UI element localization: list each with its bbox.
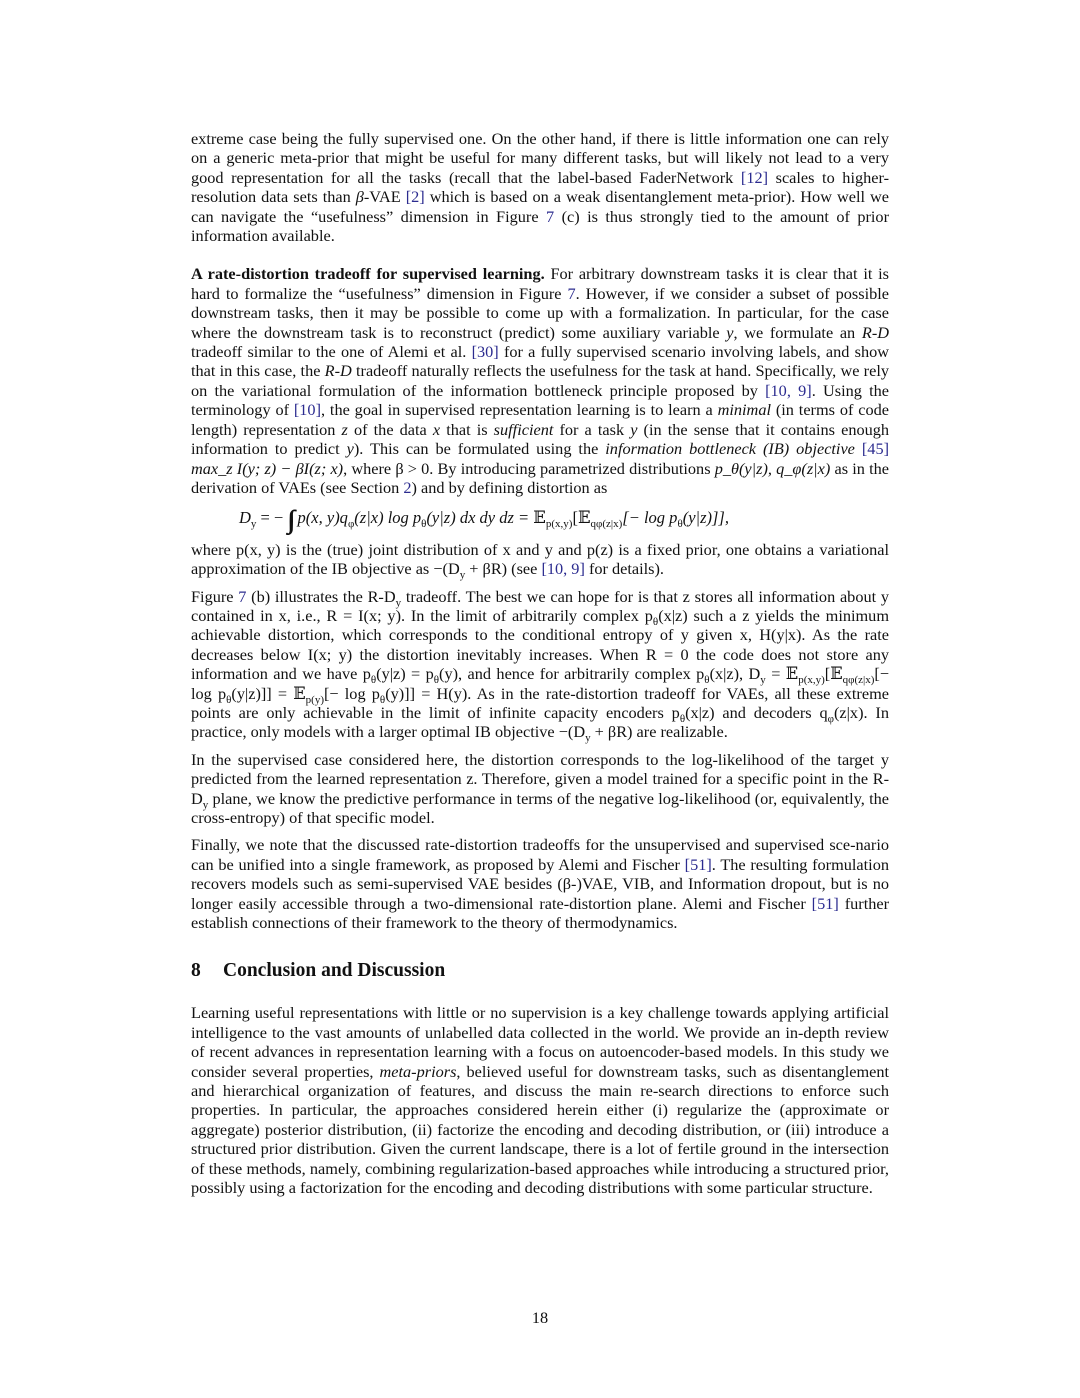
section-2-link[interactable]: 2 xyxy=(403,477,412,497)
section-title: Conclusion and Discussion xyxy=(223,960,446,982)
paper-page-body xyxy=(191,129,889,1198)
citation-10-9[interactable]: [10, 9] xyxy=(765,380,812,400)
paragraph-unified-framework: Finally, we note that the discussed rate-distortion tradeoffs for the unsupervised and supervised sce-nario can be unified into a single framework, as proposed by Alemi and Fischer [51]. The resulting formulation recovers models such as semi-supervised VAE besides (β-)VAE, VIB, and Information dropout, but is no longer easily accessible through a two-dimensional rate-distortion plane. Alemi and Fischer [51] further establish connections of their framework to the theory of thermodynamics. xyxy=(191,835,890,933)
section-heading-conclusion xyxy=(191,959,889,983)
paragraph-conclusion: Learning useful representations with little or no supervision is a key challenge towards applying artificial intelligence to the vast amounts of unlabelled data collected in the world. We provide an in-depth review of recent advances in representation learning with a focus on autoencoder-based models. In this study we consider several properties, meta-priors, believed useful for downstream tasks, such as disentanglement and hierarchical organization of features, and discuss the main re-search directions to enforce such properties. In particular, the approaches considered herein either (i) regularize the (approximate or aggregate) posterior distribution, (ii) factorize the encoding and decoding distribution, or (iii) introduce a structured prior distribution. Given the current landscape, there is a lot of fertile ground in the intersection of these methods, namely, combining regularization-based approaches while introducing a structured prior, possibly using a factorization for the encoding and decoding distributions with some particular structure. xyxy=(191,1003,889,1198)
citation-2[interactable]: [2] xyxy=(405,187,425,207)
citation-51[interactable]: [51] xyxy=(684,854,712,874)
paragraph-rate-distortion-supervised: A rate-distortion tradeoff for supervised learning. For arbitrary downstream tasks it is clear that it is hard to formalize the “usefulness” dimension in Figure 7. However, if we consider a subset of possible downstream tasks, then it may be possible to come up with a formalization. In particular, for the case where the downstream task is to reconstruct (predict) some auxiliary variable y, we formulate an R-D tradeoff similar to the one of Alemi et al. [30] for a fully supervised scenario involving labels, and show that in this case, the R-D tradeoff naturally reflects the usefulness for the task at hand. Specifically, we rely on the variational formulation of the information bottleneck principle proposed by [10, 9]. Using the terminology of [10], the goal in supervised representation learning is to learn a minimal (in terms of code length) representation z of the data x that is sufficient for a task y (in the sense that it contains enough information to predict y). This can be formulated using the information bottleneck (IB) objective [45] max_z I(y; z) − βI(z; x), where β > 0. By introducing parametrized distributions p_θ(y|z), q_φ(z|x) as in the derivation of VAEs (see Section 2) and by defining distortion as xyxy=(191,264,890,497)
citation-51[interactable]: [51] xyxy=(811,893,839,913)
citation-30[interactable]: [30] xyxy=(471,342,499,362)
citation-12[interactable]: [12] xyxy=(740,167,769,187)
section-number: 8 xyxy=(191,960,201,982)
paragraph-rdy-tradeoff: Figure 7 (b) illustrates the $R-D_y$ tradeoff. The best we can hope for is that z stores all information about y contained in x, i.e., R = I(x; y). In the limit of arbitrarily complex $p_\theta(x|z)$ such a z yields the minimum achievable distortion, which corresponds to the conditional entropy of y given x, H(y|x). As the rate decreases below I(x; y) the distortion inevitably increases. When R = 0 the code does not store any information and we have $p_\theta(y|z) = p_\theta(y)$, and hence for arbitrarily complex $p_\theta(x|z)$, $D_y$ = 𝔼$_{p(x,y)}$[𝔼$_{q\varphi(z|x)}$[− $\log p_\theta(y|z)$]] = 𝔼$_{p(y)}$[− $\log p_\theta(y)]] = H(y)$. As in the rate-distortion tradeoff for VAEs, all these extreme points are only achievable in the limit of infinite capacity encoders $p_\theta(x|z)$ and decoders $q_\varphi(z|x)$. In practice, only models with a larger optimal IB objective $-(D_y + \beta R)$ are realizable. xyxy=(191,586,890,745)
citation-45[interactable]: [45] xyxy=(861,439,890,459)
citation-10[interactable]: [10] xyxy=(293,400,321,420)
figure-7-link[interactable]: 7 xyxy=(546,206,555,226)
double-integral-symbol: ∫∫ xyxy=(287,505,290,535)
page-number: 18 xyxy=(531,1308,549,1327)
paragraph-ib-approximation: where p(x, y) is the (true) joint distribution of x and y and p(z) is a fixed prior, one obtains a variational approximation of the IB objective as $-(D_y + \beta R)$ (see [10, 9] for details). xyxy=(191,539,889,582)
paragraph-supervised-loglikelihood: In the supervised case considered here, the distortion corresponds to the log-likelihood of the target y predicted from the learned representation z. Therefore, given a model trained for a specific point in the $R-D_y$ plane, we know the predictive performance in terms of the negative log-likelihood (or, equivalently, the cross-entropy) of that specific model. xyxy=(191,749,889,827)
paragraph-usefulness-prior: extreme case being the fully supervised one. On the other hand, if there is little information one can rely on a generic meta-prior that might be useful for many different tasks, but will likely not lead to a very good representation for all the tasks (recall that the label-based FaderNetwork [12] scales to higher-resolution data sets than β-VAE [2] which is based on a weak disentanglement meta-prior). How well we can navigate the “usefulness” dimension in Figure 7 (c) is thus strongly tied to the amount of prior information available. xyxy=(191,129,890,246)
distortion-equation: $D_y$ = − ∫∫ p(x, $y)q_\varphi(z|x)$ $\log p_\theta(y|z)$ dx dy dz = 𝔼$_{p(x,y)}$[𝔼$_{q\varphi(z|x)}$[− $\log p_\theta(y|z)$]], xyxy=(239,505,729,535)
figure-7-link[interactable]: 7 xyxy=(238,586,247,606)
run-in-heading: A rate-distortion tradeoff for supervised learning. xyxy=(191,264,545,284)
figure-7-link[interactable]: 7 xyxy=(567,283,576,303)
citation-10-9[interactable]: [10, 9] xyxy=(541,559,585,579)
